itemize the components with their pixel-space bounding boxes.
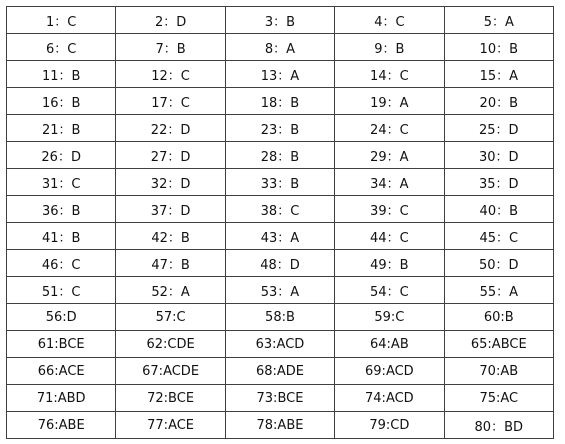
answer-cell: 34：A	[335, 169, 444, 196]
answer-cell: 67:ACDE	[116, 358, 225, 385]
answer-row	[7, 412, 554, 439]
answer-cell: 46：C	[7, 250, 116, 277]
answer-cell: 22：D	[116, 115, 225, 142]
answer-cell: 72:BCE	[116, 385, 225, 412]
answer-cell: 5：A	[444, 7, 553, 34]
answer-cell: 49：B	[335, 250, 444, 277]
answer-cell: 51：C	[7, 277, 116, 304]
answer-row	[7, 7, 554, 34]
answer-cell: 14：C	[335, 61, 444, 88]
answer-cell: 52：A	[116, 277, 225, 304]
answer-cell: 76:ABE	[7, 412, 116, 439]
answer-cell: 73:BCE	[225, 385, 334, 412]
answer-cell: 11：B	[7, 61, 116, 88]
answer-cell: 50：D	[444, 250, 553, 277]
answer-cell: 45：C	[444, 223, 553, 250]
answer-cell: 35：D	[444, 169, 553, 196]
answer-cell: 60:B	[444, 304, 553, 331]
answer-cell: 2：D	[116, 7, 225, 34]
answer-cell: 15：A	[444, 61, 553, 88]
answer-cell: 48：D	[225, 250, 334, 277]
answer-cell: 33：B	[225, 169, 334, 196]
answer-cell: 66:ACE	[7, 358, 116, 385]
answer-cell: 80：BD	[444, 412, 553, 439]
answer-cell: 54：C	[335, 277, 444, 304]
answer-cell: 25：D	[444, 115, 553, 142]
answer-cell: 29：A	[335, 142, 444, 169]
answer-cell: 71:ABD	[7, 385, 116, 412]
answer-row	[7, 223, 554, 250]
answer-row	[7, 61, 554, 88]
answer-row	[7, 304, 554, 331]
answer-cell: 4：C	[335, 7, 444, 34]
answer-cell: 26：D	[7, 142, 116, 169]
answer-cell: 79:CD	[335, 412, 444, 439]
answer-cell: 13：A	[225, 61, 334, 88]
answer-cell: 12：C	[116, 61, 225, 88]
answer-cell: 42：B	[116, 223, 225, 250]
answer-cell: 40：B	[444, 196, 553, 223]
answer-cell: 17：C	[116, 88, 225, 115]
answer-row	[7, 331, 554, 358]
answer-cell: 32：D	[116, 169, 225, 196]
answer-cell: 8：A	[225, 34, 334, 61]
answer-cell: 39：C	[335, 196, 444, 223]
answer-cell: 62:CDE	[116, 331, 225, 358]
answer-cell: 61:BCE	[7, 331, 116, 358]
answer-cell: 74:ACD	[335, 385, 444, 412]
answer-cell: 69:ACD	[335, 358, 444, 385]
answer-row	[7, 250, 554, 277]
answer-cell: 36：B	[7, 196, 116, 223]
answer-cell: 70:AB	[444, 358, 553, 385]
answer-cell: 59:C	[335, 304, 444, 331]
answer-cell: 19：A	[335, 88, 444, 115]
answer-cell: 75:AC	[444, 385, 553, 412]
answer-row	[7, 169, 554, 196]
answer-cell: 37：D	[116, 196, 225, 223]
answer-cell: 16：B	[7, 88, 116, 115]
answer-cell: 64:AB	[335, 331, 444, 358]
answer-cell: 9：B	[335, 34, 444, 61]
answer-key-table	[6, 6, 554, 439]
answer-cell: 57:C	[116, 304, 225, 331]
answer-cell: 23：B	[225, 115, 334, 142]
answer-cell: 6：C	[7, 34, 116, 61]
answer-cell: 77:ACE	[116, 412, 225, 439]
answer-cell: 55：A	[444, 277, 553, 304]
answer-cell: 7：B	[116, 34, 225, 61]
answer-cell: 53：A	[225, 277, 334, 304]
answer-row	[7, 142, 554, 169]
answer-cell: 3：B	[225, 7, 334, 34]
answer-cell: 43：A	[225, 223, 334, 250]
answer-cell: 31：C	[7, 169, 116, 196]
answer-cell: 47：B	[116, 250, 225, 277]
answer-row	[7, 34, 554, 61]
answer-cell: 28：B	[225, 142, 334, 169]
answer-cell: 10：B	[444, 34, 553, 61]
answer-cell: 18：B	[225, 88, 334, 115]
answer-cell: 56:D	[7, 304, 116, 331]
answer-cell: 30：D	[444, 142, 553, 169]
answer-cell: 68:ADE	[225, 358, 334, 385]
answer-cell: 44：C	[335, 223, 444, 250]
answer-row	[7, 115, 554, 142]
answer-cell: 1：C	[7, 7, 116, 34]
answer-row	[7, 385, 554, 412]
answer-cell: 27：D	[116, 142, 225, 169]
answer-row	[7, 358, 554, 385]
answer-cell: 65:ABCE	[444, 331, 553, 358]
answer-row	[7, 277, 554, 304]
answer-cell: 41：B	[7, 223, 116, 250]
answer-row	[7, 88, 554, 115]
answer-key-body	[7, 7, 554, 439]
answer-cell: 63:ACD	[225, 331, 334, 358]
answer-cell: 21：B	[7, 115, 116, 142]
answer-cell: 20：B	[444, 88, 553, 115]
answer-cell: 24：C	[335, 115, 444, 142]
answer-cell: 38：C	[225, 196, 334, 223]
answer-row	[7, 196, 554, 223]
answer-cell: 78:ABE	[225, 412, 334, 439]
answer-cell: 58:B	[225, 304, 334, 331]
